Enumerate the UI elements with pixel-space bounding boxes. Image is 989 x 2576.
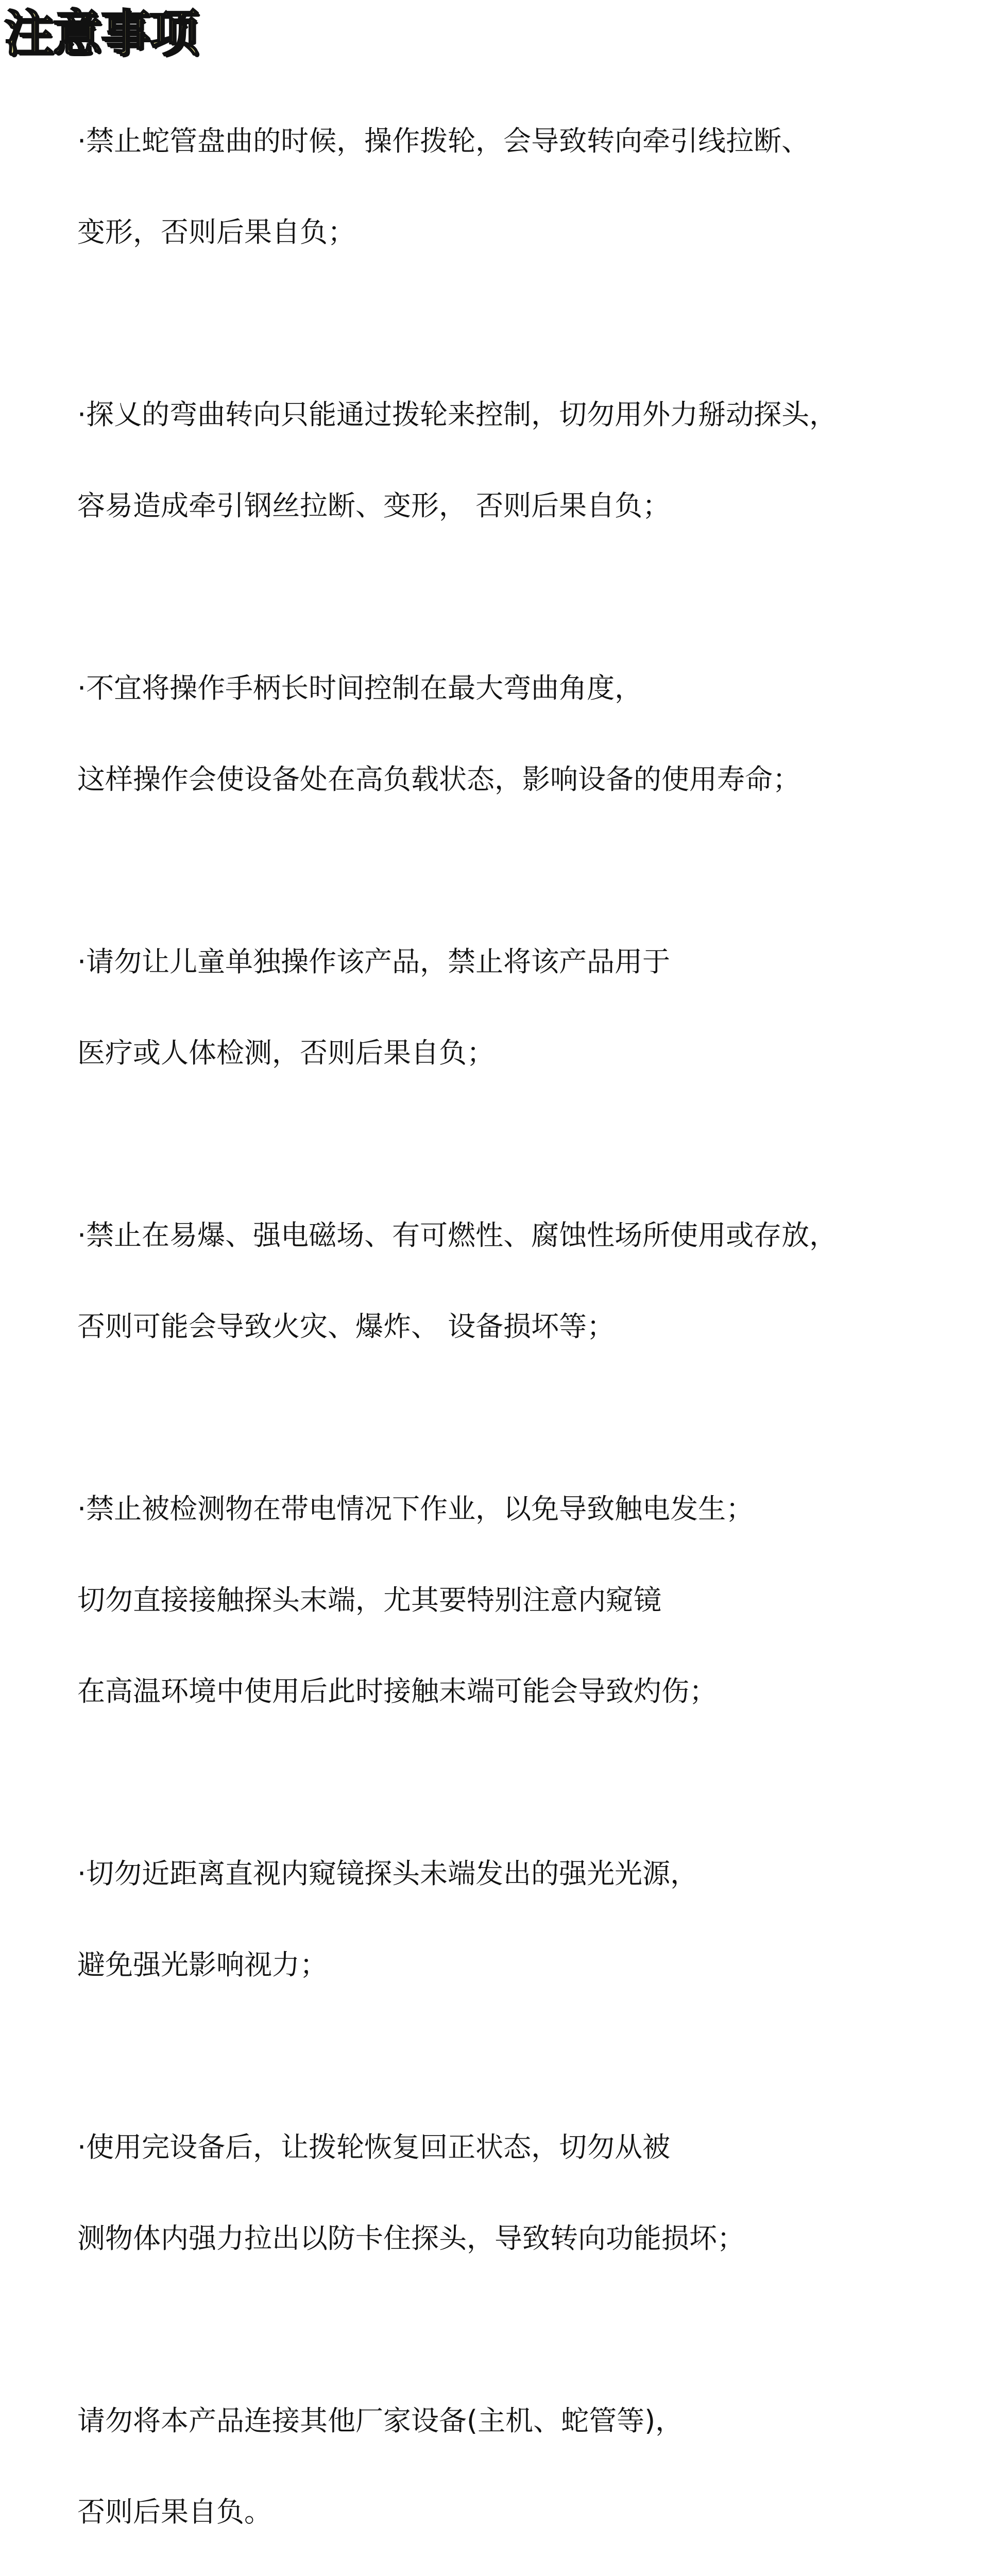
note-line: 否则后果自负。 [77,2496,272,2528]
note-line: 医疗或人体检测，否则后果自负； [77,1037,494,1069]
note-item [77,2071,974,2314]
note-line: ·不宜将操作手柄长时间控制在最大弯曲角度， [77,672,643,704]
note-line: 在高温环境中使用后此时接触末端可能会导致灼伤； [77,1675,717,1707]
note-line: ·切勿近距离直视内窥镜探头未端发出的强光光源， [77,1857,698,1890]
note-line: 容易造成牵引钢丝拉断、变形， 否则后果自负； [77,489,671,522]
notes-list [77,65,974,2576]
note-line: 测物体内强力拉出以防卡住探头，导致转向功能损坏； [77,2222,745,2255]
note-item [77,338,974,582]
note-item [77,886,974,1129]
page-title: 注意事项 [4,5,198,62]
note-line: 避免强光影响视力； [77,1948,328,1981]
note-item [77,2345,974,2576]
note-line: ·探乂的弯曲转向只能通过拨轮来控制，切勿用外力掰动探头， [77,398,838,431]
note-line: 切勿直接接触探头末端，尤其要特别注意内窥镜 [77,1584,661,1616]
note-line: ·禁止蛇管盘曲的时候，操作拨轮，会导致转向牵引线拉断、 [77,125,810,157]
note-line: 请勿将本产品连接其他厂家设备(主机、蛇管等)， [77,2404,684,2437]
note-line: 变形，否则后果自负； [77,216,355,248]
note-line: ·使用完设备后，让拨轮恢复回正状态，切勿从被 [77,2131,671,2163]
note-item [77,1798,974,2041]
note-item [77,65,974,308]
note-line: 否则可能会导致火灾、爆炸、 设备损坏等； [77,1310,615,1343]
note-line: ·请勿让儿童单独操作该产品，禁止将该产品用于 [77,945,671,978]
note-line: 这样操作会使设备处在高负载状态，影响设备的使用寿命； [77,763,800,795]
note-item [77,1159,974,1402]
note-item [77,1433,974,1767]
note-item [77,612,974,855]
note-line: ·禁止被检测物在带电情况下作业，以免导致触电发生； [77,1493,754,1525]
note-line: ·禁止在易爆、强电磁场、有可燃性、腐蚀性场所使用或存放， [77,1219,838,1251]
